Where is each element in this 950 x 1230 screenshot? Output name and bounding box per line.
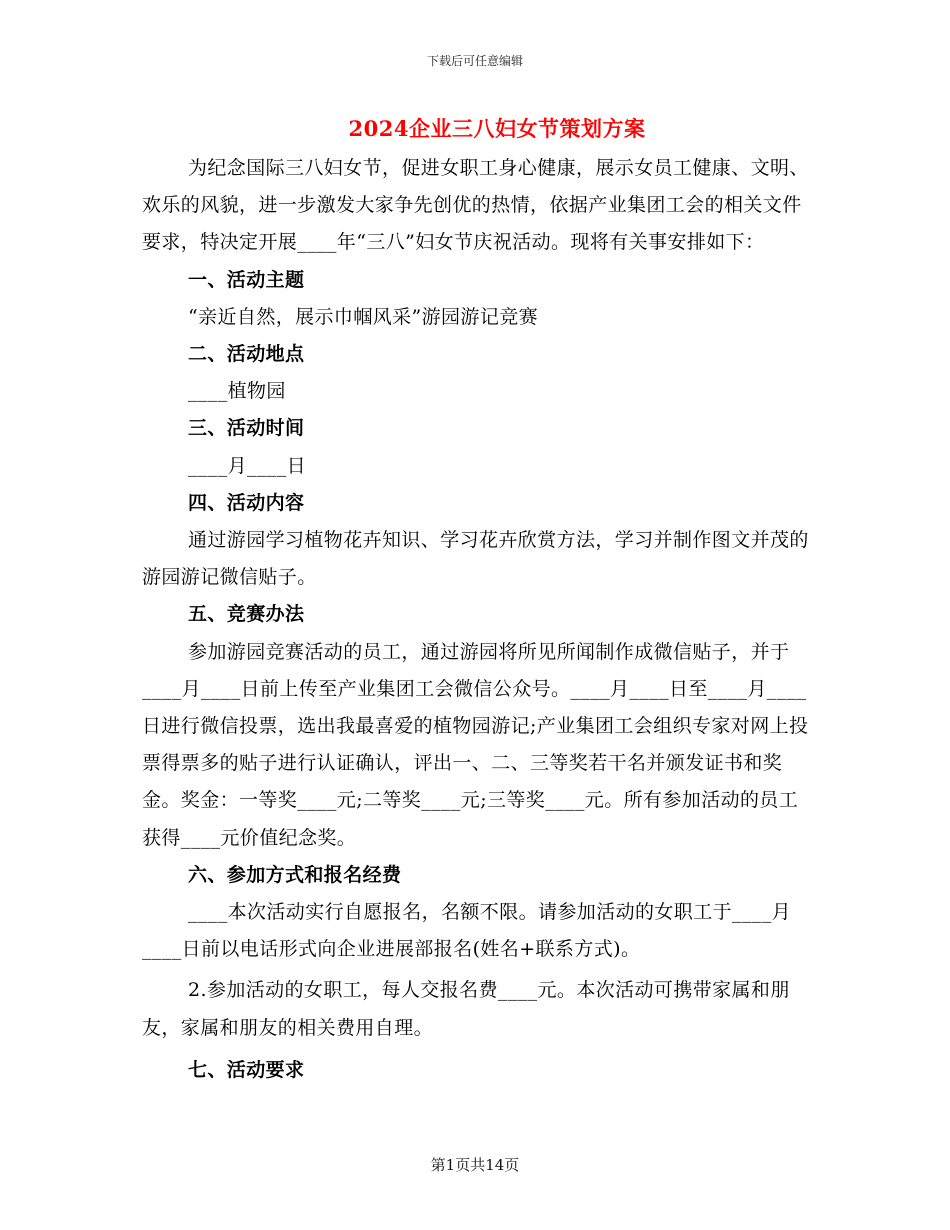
- section-text-registration: ____本次活动实行自愿报名，名额不限。请参加活动的女职工于____月____日前以电话形式向企业进展部报名(姓名+联系方式)。: [142, 901, 792, 961]
- section-text-location: ____植物园: [188, 380, 286, 403]
- section-heading-registration: 六、参加方式和报名经费: [188, 863, 402, 886]
- section-text-theme: “亲近自然，展示巾帼风采”游园游记竞赛: [188, 305, 539, 328]
- section-text-rules: 参加游园竞赛活动的员工，通过游园将所见所闻制作成微信贴子，并于____月____日前上传至产业集团工会微信公众号。____月____日至____月____日进行微信投票，选出我最喜爱的植物园游记;产业集团工会组织专家对网上投票得票多的贴子进行认证确认，评出一、二、三等奖若干名并颁发证书和奖金。奖金：一等奖____元;二等奖____元;三等奖____元。所有参加活动的员工获得____元价值纪念奖。: [142, 640, 809, 849]
- page-footer-number: 第1页共14页: [430, 1156, 520, 1174]
- section-heading-time: 三、活动时间: [188, 417, 305, 440]
- section-heading-theme: 一、活动主题: [188, 268, 305, 291]
- document-title: 2024企业三八妇女节策划方案: [348, 116, 646, 141]
- section-heading-requirements: 七、活动要求: [188, 1058, 305, 1081]
- page-header-note: 下载后可任意编辑: [426, 54, 523, 68]
- section-text-content: 通过游园学习植物花卉知识、学习花卉欣赏方法，学习并制作图文并茂的游园游记微信贴子。: [142, 529, 809, 589]
- intro-paragraph: 为纪念国际三八妇女节，促进女职工身心健康，展示女员工健康、文明、欢乐的风貌，进一步激发大家争先创优的热情，依据产业集团工会的相关文件要求，特决定开展____年“三八”妇女节庆祝活动。现将有关事安排如下：: [142, 157, 809, 254]
- section-heading-content: 四、活动内容: [188, 491, 305, 514]
- registration-item-2: 2.参加活动的女职工，每人交报名费____元。本次活动可携带家属和朋友，家属和朋友的相关费用自理。: [142, 979, 790, 1039]
- section-heading-location: 二、活动地点: [188, 343, 305, 366]
- section-text-time: ____月____日: [188, 454, 307, 477]
- document-body: [142, 150, 814, 1089]
- section-heading-rules: 五、竞赛办法: [188, 603, 305, 626]
